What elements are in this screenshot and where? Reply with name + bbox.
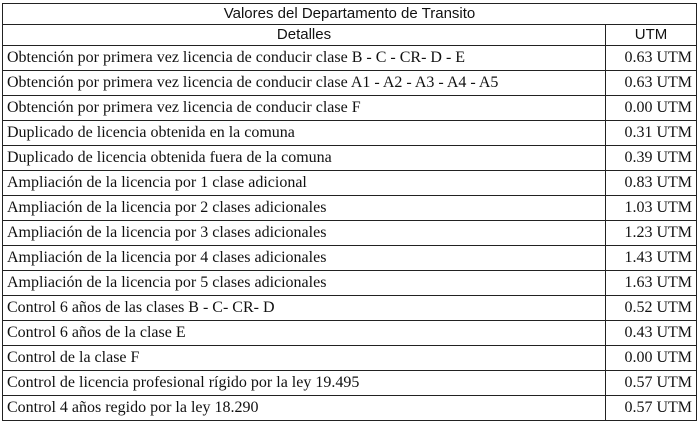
row-detail: Duplicado de licencia obtenida fuera de la comuna bbox=[3, 146, 606, 171]
table-row bbox=[3, 396, 697, 421]
table-row bbox=[3, 296, 697, 321]
row-utm-value: 0.57 UTM bbox=[606, 396, 697, 421]
row-utm-value: 0.00 UTM bbox=[606, 96, 697, 121]
row-utm-value: 0.83 UTM bbox=[606, 171, 697, 196]
row-detail: Obtención por primera vez licencia de conducir clase A1 - A2 - A3 - A4 - A5 bbox=[3, 71, 606, 96]
row-detail: Control 4 años regido por la ley 18.290 bbox=[3, 396, 606, 421]
row-utm-value: 0.39 UTM bbox=[606, 146, 697, 171]
table-row bbox=[3, 121, 697, 146]
row-utm-value: 0.00 UTM bbox=[606, 346, 697, 371]
row-detail: Ampliación de la licencia por 3 clases adicionales bbox=[3, 221, 606, 246]
table-row bbox=[3, 46, 697, 71]
row-detail: Obtención por primera vez licencia de conducir clase F bbox=[3, 96, 606, 121]
row-detail: Ampliación de la licencia por 5 clases adicionales bbox=[3, 271, 606, 296]
table-row bbox=[3, 346, 697, 371]
table-row bbox=[3, 371, 697, 396]
table-row bbox=[3, 271, 697, 296]
table-row bbox=[3, 171, 697, 196]
table-row bbox=[3, 146, 697, 171]
row-detail: Obtención por primera vez licencia de conducir clase B - C - CR- D - E bbox=[3, 46, 606, 71]
row-utm-value: 0.43 UTM bbox=[606, 321, 697, 346]
row-detail: Control 6 años de la clase E bbox=[3, 321, 606, 346]
row-utm-value: 1.43 UTM bbox=[606, 246, 697, 271]
table-header-row bbox=[3, 25, 697, 46]
table-row bbox=[3, 71, 697, 96]
row-detail: Duplicado de licencia obtenida en la comuna bbox=[3, 121, 606, 146]
fee-table-sheet bbox=[2, 3, 696, 421]
table-row bbox=[3, 221, 697, 246]
row-detail: Ampliación de la licencia por 1 clase adicional bbox=[3, 171, 606, 196]
table-title-row bbox=[3, 4, 697, 25]
row-utm-value: 0.63 UTM bbox=[606, 46, 697, 71]
table-row bbox=[3, 196, 697, 221]
header-utm: UTM bbox=[606, 25, 697, 46]
row-utm-value: 0.57 UTM bbox=[606, 371, 697, 396]
row-detail: Control 6 años de las clases B - C- CR- D bbox=[3, 296, 606, 321]
table-title: Valores del Departamento de Transito bbox=[3, 4, 697, 25]
row-utm-value: 1.63 UTM bbox=[606, 271, 697, 296]
row-utm-value: 0.31 UTM bbox=[606, 121, 697, 146]
transit-fees-table bbox=[2, 3, 697, 421]
table-row bbox=[3, 246, 697, 271]
row-detail: Control de la clase F bbox=[3, 346, 606, 371]
row-detail: Ampliación de la licencia por 2 clases adicionales bbox=[3, 196, 606, 221]
row-detail: Control de licencia profesional rígido por la ley 19.495 bbox=[3, 371, 606, 396]
table-row bbox=[3, 321, 697, 346]
row-utm-value: 1.03 UTM bbox=[606, 196, 697, 221]
row-utm-value: 0.52 UTM bbox=[606, 296, 697, 321]
header-detalles: Detalles bbox=[3, 25, 606, 46]
row-detail: Ampliación de la licencia por 4 clases adicionales bbox=[3, 246, 606, 271]
table-row bbox=[3, 96, 697, 121]
row-utm-value: 0.63 UTM bbox=[606, 71, 697, 96]
row-utm-value: 1.23 UTM bbox=[606, 221, 697, 246]
